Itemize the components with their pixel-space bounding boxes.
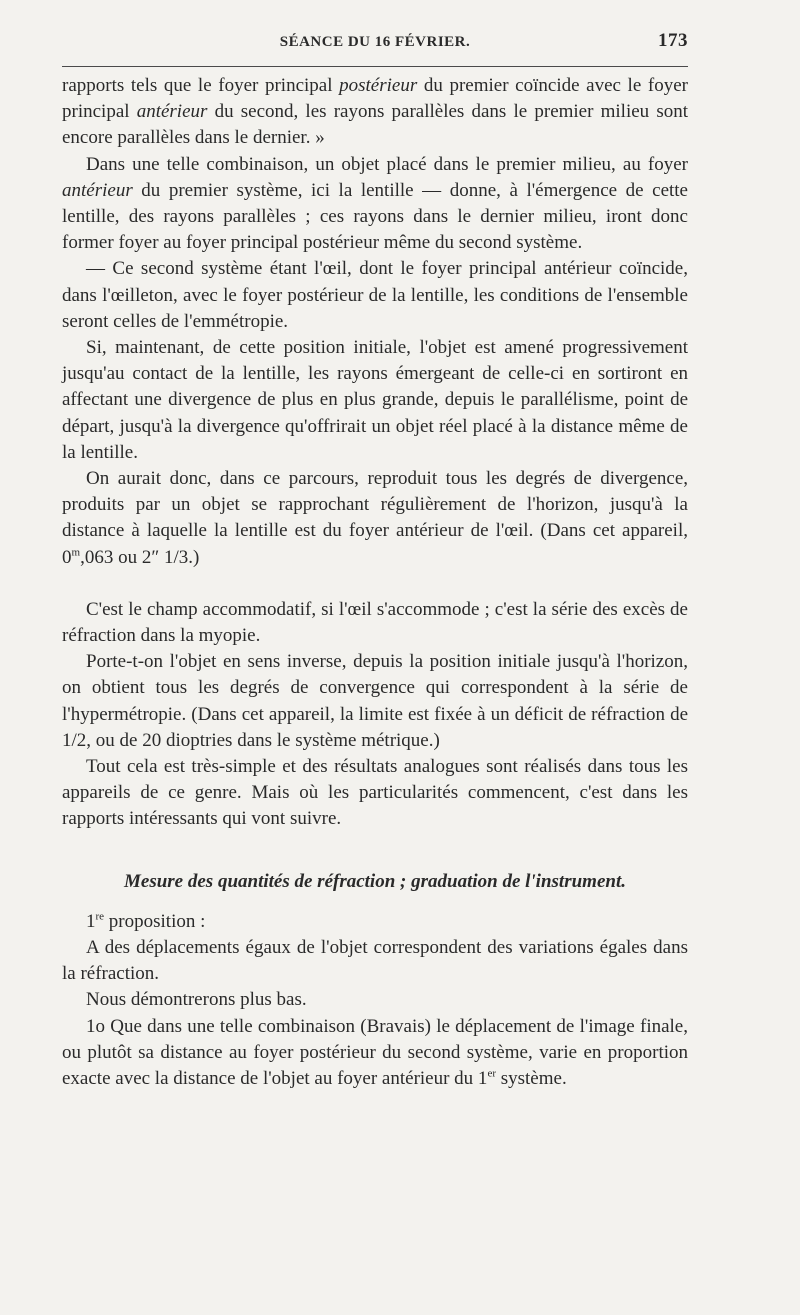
text-run: rapports tels que le foyer principal [62, 75, 340, 96]
header-rule [62, 66, 688, 67]
text-run: C'est le champ accommodatif, si l'œil s'accommode ; c'est la série des excès de réfraction dans la myopie. [62, 598, 688, 647]
paragraph [62, 1014, 688, 1093]
italic-term: postérieur [339, 75, 418, 96]
paragraph [62, 754, 688, 833]
text-run: du premier système, ici la lentille — donne, à l'émergence de cette lentille, des rayons parallèles ; ces rayons dans le dernier milieu, iront donc former foyer au foyer principal postérieur même du second système. [62, 179, 688, 254]
paragraph [62, 649, 688, 754]
paragraph [62, 597, 688, 649]
text-run: proposition : [104, 910, 206, 932]
text-run: du premier coïncide avec le foyer principal [62, 75, 688, 123]
paragraph-gap [62, 833, 688, 869]
text-run: Porte-t-on l'objet en sens inverse, depuis la position initiale jusqu'à l'horizon, on obtient tous les degrés de convergence qui correspondent à la série de l'hypermétropie. (Dans cet appareil, la limite est fixée à un déficit de réfraction de 1/2, ou de 20 dioptries dans le système métrique.) [62, 651, 688, 751]
running-title: SÉANCE DU 16 FÉVRIER. [279, 34, 471, 50]
text-run: Si, maintenant, de cette position initiale, l'objet est amené progressivement jusqu'au contact de la lentille, les rayons émergeant de celle-ci en sortiront en affectant une divergence de plus en plus grande, depuis le parallélisme, point de départ, jusqu'à la divergence qu'offrirait un objet réel placé à la distance même de la lentille. [62, 337, 688, 463]
paragraph [62, 335, 688, 466]
document-page [62, 28, 688, 1092]
paragraph [62, 935, 688, 987]
text-run: ,063 ou 2″ 1/3.) [80, 546, 200, 568]
superscript: re [95, 910, 105, 923]
body-text [62, 73, 688, 1092]
section-heading: Mesure des quantités de réfraction ; graduation de l'instrument. [124, 870, 626, 892]
paragraph [62, 987, 688, 1013]
text-run: Nous démontrerons plus bas. [86, 989, 307, 1011]
text-run: Dans une telle combinaison, un objet placé dans le premier milieu, au foyer [86, 153, 688, 175]
text-run: Tout cela est très-simple et des résultats analogues sont réalisés dans tous les appareils de ce genre. Mais où les particularités commencent, c'est dans les rapports intéressants qui vont suivre. [62, 756, 688, 830]
paragraph-gap [62, 895, 688, 909]
italic-term: antérieur [62, 179, 133, 201]
page-number: 173 [658, 30, 688, 51]
paragraph-gap [62, 571, 688, 597]
paragraph [62, 152, 688, 257]
italic-term: antérieur [136, 101, 208, 123]
paragraph [62, 466, 688, 571]
running-head [62, 28, 688, 54]
superscript: er [487, 1067, 496, 1080]
superscript: m [71, 546, 81, 559]
text-run: du second, les rayons parallèles dans le premier milieu sont encore parallèles dans le dernier. » [62, 101, 688, 149]
text-run: — Ce second système étant l'œil, dont le foyer principal antérieur coïncide, dans l'œilleton, avec le foyer postérieur de la lentille, les conditions de l'ensemble seront celles de l'emmétropie. [62, 258, 688, 332]
text-run: On aurait donc, dans ce parcours, reproduit tous les degrés de divergence, produits par un objet se rapprochant régulièrement de l'horizon, jusqu'à la distance à laquelle la lentille est du foyer antérieur de l'œil. (Dans cet appareil, 0 [62, 468, 688, 568]
text-run: système. [495, 1067, 567, 1089]
text-run: 1 [86, 910, 96, 932]
text-run: 1o Que dans une telle combinaison (Bravais) le déplacement de l'image finale, ou plutôt sa distance au foyer postérieur du second système, varie en proportion exacte avec la distance de l'objet au foyer antérieur du 1 [62, 1015, 688, 1089]
paragraph [62, 909, 688, 935]
text-run: A des déplacements égaux de l'objet correspondent des variations égales dans la réfraction. [62, 936, 688, 985]
paragraph [62, 256, 688, 335]
paragraph [62, 73, 688, 152]
